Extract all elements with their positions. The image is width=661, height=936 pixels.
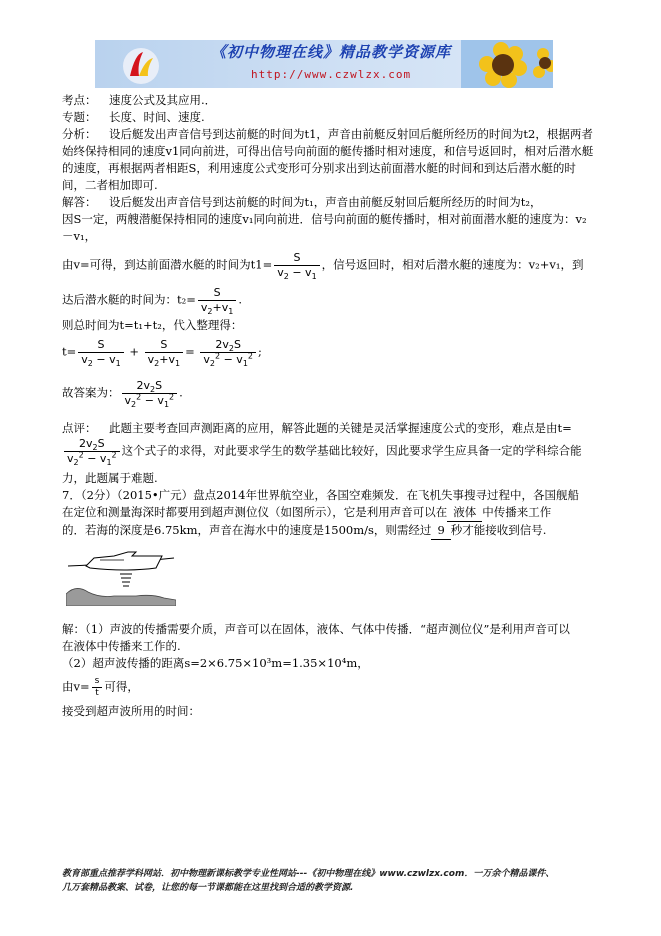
document-body [62,92,597,720]
comment-line-3: 力，此题属于难题. [62,471,158,485]
solution-7-line-3: （2）超声波传播的距离s=2×6.75×10³m=1.35×10⁴m， [62,656,369,670]
answer-line: 故答案为： $\frac{2v_2S}{v_2^2 - v_1^2}$ . [62,379,183,410]
total-time-formula: t= $\frac{S}{v_2 - v_1}$ + $\frac{S}{v_2+v_1}$ = $\frac{2v_2S}{v_2^2 - v_1^2}$ ; [62,338,262,369]
footer-line-2: 几万套精品教案、试卷，让您的每一节课都能在这里找到合适的教学资源. [62,883,354,893]
sunflower-icon [461,40,553,88]
ship-sonar-figure [66,548,176,606]
comment-fraction: $\frac{2v_2S}{v_2^2 - v_1^2}$ [64,437,120,466]
answer-blank-1: 液体 [447,504,482,522]
solution-7-line-5: 接受到超声波所用的时间： [62,704,200,718]
page-footer [62,867,602,895]
comment-line-2: $\frac{2v_2S}{v_2^2 - v_1^2}$ 这个式子的求得，对此要求学生的数学基础比较好，因此要求学生应具备一定的学科综合能 [62,437,597,466]
fraction-t2: $\frac{S}{v_2+v_1}$ [198,286,236,315]
answer-blank-2: 9 [431,522,450,540]
question-7-line-3: 的．若海的深度是6.75km，声音在海水中的速度是1500m/s，则需经过 9 秒才能接收到信号. [62,522,597,540]
velocity-fraction: $\frac{s}{t}$ [92,676,103,699]
question-7-line-1: 7．（2分）（2015•广元）盘点2014年世界航空业，各国空难频发．在飞机失事搜寻过程中，各国舰船 [62,488,579,502]
banner-url: http://www.czwlzx.com [251,68,412,81]
banner-title: 《初中物理在线》精品教学资源库 [211,43,452,61]
solution-7-line-4: 由v= $\frac{s}{t}$ 可得， [62,676,139,698]
answer-fraction: $\frac{2v_2S}{v_2^2 - v_1^2}$ [122,379,178,408]
question-7-line-2: 在定位和测量海深时都要用到超声测位仪（如图所示），它是利用声音可以在 液体 中传播来工作 [62,504,597,522]
solution-line-3: 由v=可得，到达前面潜水艇的时间为t1= $\frac{S}{v_2 - v_1}$ ，信号返回时，相对后潜水艇的速度为：v₂+v₁，到 [62,251,584,282]
comment-line-1: 点评： 此题主要考查回声测距离的应用，解答此题的关键是灵活掌握速度公式的变形，难点是由t= [62,421,572,435]
header-banner [95,40,553,88]
footer-line-1: 教育部重点推荐学科网站．初中物理新课标教学专业性网站---《初中物理在线》www.czwlzx.com．一万余个精品课件、 [62,869,555,879]
analysis-paragraph: 分析： 设后艇发出声音信号到达前艇的时间为t1，声音由前艇反射回后艇所经历的时间为t2，根据两者始终保持相同的速度v1同向前进，可得出信号向前面的艇传播时相对速度，和信号返回时，相对后潜水艇的速度，再根据两者相距S，利用速度公式变形可分别求出到达前面潜水艇的时间和到达后潜水艇的时间，二者相加即可. [62,127,594,192]
solution-line-1: 解答： 设后艇发出声音信号到达前艇的时间为t₁，声音由前艇反射回后艇所经历的时间为t₂， [62,195,542,209]
solution-line-4: 达后潜水艇的时间为：t₂= $\frac{S}{v_2+v_1}$ . [62,286,242,317]
solution-7-line-1: 解：（1）声波的传播需要介质，声音可以在固体，液体、气体中传播．“超声测位仪”是利用声音可以 [62,622,570,636]
solution-7-line-2: 在液体中传播来工作的. [62,639,181,653]
topic-line: 专题： 长度、时间、速度. [62,110,205,124]
solution-line-5: 则总时间为t=t₁+t₂，代入整理得： [62,318,243,332]
fraction-t1: $\frac{S}{v_2 - v_1}$ [274,251,319,280]
site-logo-icon [121,46,161,86]
point-line: 考点： 速度公式及其应用.． [62,93,217,107]
solution-line-2: 因S一定，两艘潜艇保持相同的速度v₁同向前进．信号向前面的艇传播时，相对前面潜水艇的速度为：v₂－v₁， [62,212,587,243]
